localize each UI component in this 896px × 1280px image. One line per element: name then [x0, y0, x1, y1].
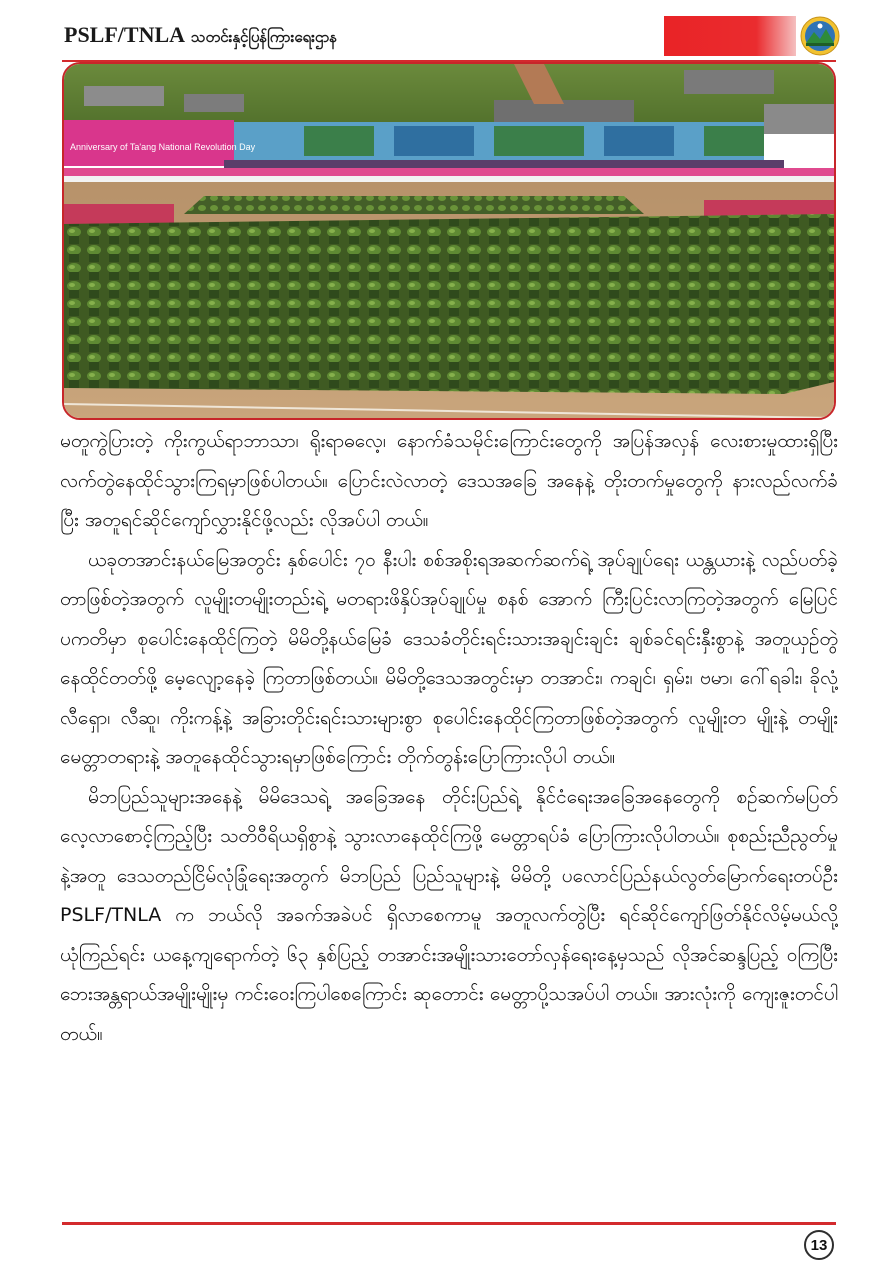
department-name: သတင်းနှင့်ပြန်ကြားရေးဌာန: [191, 28, 338, 46]
publication-name: PSLF/TNLA: [64, 22, 186, 47]
header-title: [64, 22, 337, 50]
article-paragraph-2: ယခုတအာင်းနယ်မြေအတွင်း နှစ်ပေါင်း ၇၀ နီးပါး စစ်အစိုးရအဆက်ဆက်ရဲ့ အုပ်ချုပ်ရေး ယန္တယားနဲ့ လည်ပတ်ခဲ့တာဖြစ်တဲ့အတွက် လူမျိုးတမျိုးတည်းရဲ့ မတရားဖိနှိပ်အုပ်ချုပ်မှု စနစ် အောက် ကြီးပြင်းလာကြတဲ့အတွက် မြေပြင်ပကတိမှာ စုပေါင်းနေထိုင်ကြတဲ့ မိမိတို့နယ်မြေခံ ဒေသခံတိုင်းရင်းသားအချင်းချင်း ချစ်ခင်ရင်းနှီးစွာနဲ့ အတူယှဉ်တွဲနေထိုင်တတ်ဖို့ မေ့လျော့နေခဲ့ ကြတာဖြစ်တယ်။ မိမိတို့ဒေသအတွင်းမှာ တအာင်း၊ ကချင်၊ ရှမ်း၊ ဗမာ၊ ဂေါ်ရခါး၊ ခိုလုံ့လီရှော၊ လီဆူ၊ ကိုးကန့်နဲ့ အခြားတိုင်းရင်းသားများစွာ စုပေါင်းနေထိုင်ကြတာဖြစ်တဲ့အတွက် လူမျိုးတ မျိုးနဲ့ တမျိုး မေတ္တာတရားနဲ့ အတူနေထိုင်သွားရမှာဖြစ်ကြောင်း တိုက်တွန်းပြောကြားလိုပါ တယ်။: [60, 548, 838, 768]
header-accent-bar: [664, 16, 796, 56]
article-body: [60, 422, 838, 1054]
article-paragraph-1: မတူကွဲပြားတဲ့ ကိုးကွယ်ရာဘာသာ၊ ရိုးရာဓလေ့၊ နောက်ခံသမိုင်းကြောင်းတွေကို အပြန်အလှန် လေးစားမှုထားရှိပြီး လက်တွဲနေထိုင်သွားကြရမှာဖြစ်ပါတယ်။ ပြောင်းလဲလာတဲ့ ဒေသအခြေ အနေနဲ့ တိုးတက်မှုတွေကို နားလည်လက်ခံပြီး အတူရင်ဆိုင်ကျော်လွှားနိုင်ဖို့လည်း လိုအပ်ပါ တယ်။: [60, 430, 838, 531]
footer-divider: [62, 1222, 836, 1225]
page-number: 13: [804, 1230, 834, 1260]
parade-banner-text: Anniversary of Ta'ang National Revolution Day: [70, 142, 256, 152]
page-header: [0, 0, 896, 62]
article-paragraph-3: မိဘပြည်သူများအနေနဲ့ မိမိဒေသရဲ့ အခြေအနေ တိုင်းပြည်ရဲ့ နိုင်ငံရေးအခြေအနေတွေကို စဉ်ဆက်မပြတ် လေ့လာစောင့်ကြည့်ပြီး သတိဝီရိယရှိစွာနဲ့ သွားလာနေထိုင်ကြဖို့ မေတ္တာရပ်ခံ ပြောကြားလိုပါတယ်။ စုစည်းညီညွတ်မှုနဲ့အတူ ဒေသတည်ငြိမ်လုံခြုံရေးအတွက် မိဘပြည် ပြည်သူများနဲ့ မိမိတို့ ပလောင်ပြည်နယ်လွတ်မြောက်ရေးတပ်ဦး PSLF/TNLA က ဘယ်လို အခက်အခဲပင် ရှိလာစေကာမူ အတူလက်တွဲပြီး ရင်ဆိုင်ကျော်ဖြတ်နိုင်လိမ့်မယ်လို့ ယုံကြည်ရင်း ယနေ့ကျရောက်တဲ့ ၆၃ နှစ်ပြည့် တအာင်းအမျိုးသားတော်လှန်ရေးနေ့မှသည် လိုအင်ဆန္ဒပြည့် ဝကြပြီး ဘေးအန္တရာယ်အမျိုးမျိုးမှ ကင်းဝေးကြပါစေကြောင်း ဆုတောင်း မေတ္တာပို့သအပ်ပါ တယ်။ အားလုံးကို ကျေးဇူးတင်ပါတယ်။: [60, 785, 838, 1045]
ta-ang-emblem-icon: [800, 16, 840, 56]
military-parade-photo: [62, 62, 836, 420]
